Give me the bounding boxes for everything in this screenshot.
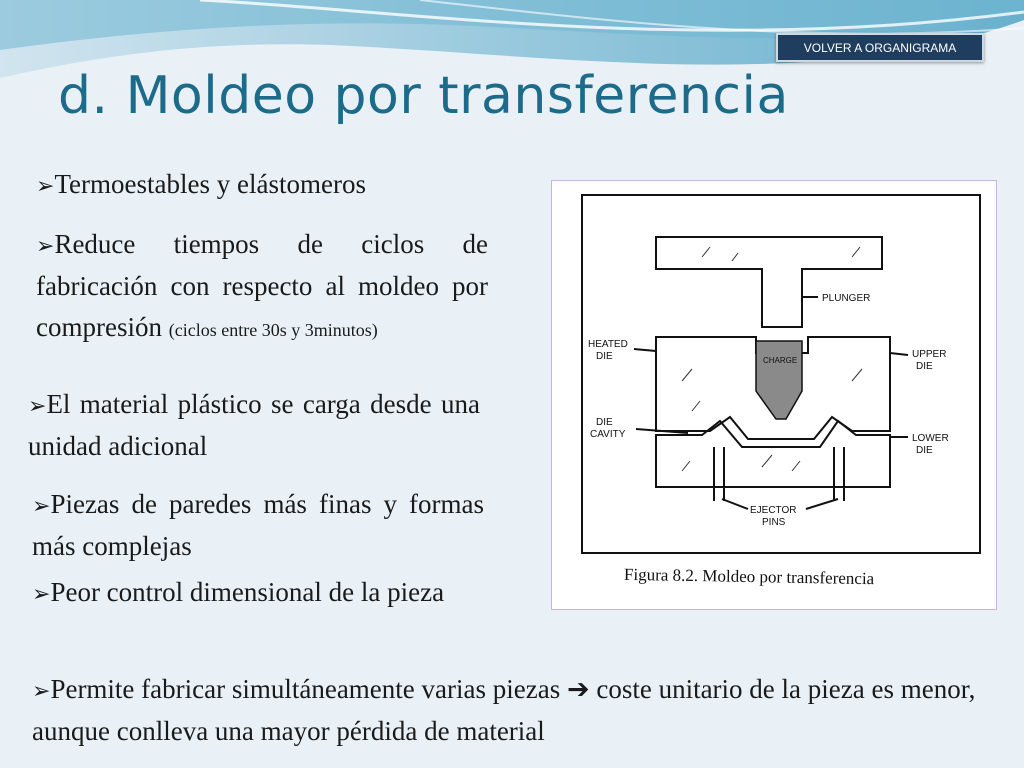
figure-caption: Figura 8.2. Moldeo por transferencia bbox=[623, 564, 875, 589]
right-arrow-icon: ➔ bbox=[566, 674, 590, 704]
heated-die-label: HEATED bbox=[588, 339, 628, 350]
upper-die-label: DIE bbox=[916, 361, 933, 372]
bullet-item bbox=[36, 224, 488, 351]
ejector-pins-shape bbox=[714, 447, 844, 501]
arrow-bullet-icon: ➢ bbox=[32, 678, 51, 703]
bullet-note: (ciclos entre 30s y 3minutos) bbox=[168, 320, 378, 340]
bullet-text: Permite fabricar simultáneamente varias piezas bbox=[50, 674, 561, 704]
bullet-item bbox=[32, 572, 484, 614]
bullet-text: Reduce tiempos de ciclos de fabricación con respecto al moldeo por compresión bbox=[36, 229, 488, 342]
bullet-text: Piezas de paredes más finas y formas más complejas bbox=[32, 489, 484, 561]
lower-die-label: DIE bbox=[916, 445, 933, 456]
ejector-pins-label: EJECTOR bbox=[750, 505, 797, 516]
arrow-bullet-icon: ➢ bbox=[28, 393, 47, 418]
bullet-item bbox=[28, 384, 480, 467]
ejector-pins-label: PINS bbox=[762, 517, 786, 528]
bullet-item bbox=[32, 669, 1002, 752]
plunger-label: PLUNGER bbox=[822, 293, 871, 304]
upper-die-label: UPPER bbox=[912, 349, 947, 360]
die-cavity-label: CAVITY bbox=[590, 429, 626, 440]
charge-label: CHARGE bbox=[763, 356, 798, 365]
page-title: d. Moldeo por transferencia bbox=[58, 66, 789, 126]
arrow-bullet-icon: ➢ bbox=[32, 493, 51, 518]
die-cavity-label: DIE bbox=[596, 417, 613, 428]
transfer-molding-diagram bbox=[552, 181, 996, 609]
charge-shape bbox=[756, 341, 802, 419]
bullet-item bbox=[32, 484, 484, 567]
back-to-organigram-button[interactable]: VOLVER A ORGANIGRAMA bbox=[776, 33, 984, 62]
heated-die-label: DIE bbox=[596, 351, 613, 362]
transfer-molding-figure bbox=[551, 180, 997, 610]
bullet-item bbox=[36, 164, 496, 206]
lower-die-label: LOWER bbox=[912, 433, 949, 444]
plunger-shape bbox=[656, 237, 882, 327]
bullet-text: coste unitario de la pieza es menor, aunque conlleva una mayor pérdida de material bbox=[32, 674, 976, 746]
bullet-text: Termoestables y elástomeros bbox=[54, 169, 366, 199]
bullet-text: El material plástico se carga desde una unidad adicional bbox=[28, 389, 480, 461]
arrow-bullet-icon: ➢ bbox=[36, 173, 55, 198]
bullet-text: Peor control dimensional de la pieza bbox=[50, 577, 445, 607]
arrow-bullet-icon: ➢ bbox=[36, 233, 55, 258]
arrow-bullet-icon: ➢ bbox=[32, 581, 51, 606]
